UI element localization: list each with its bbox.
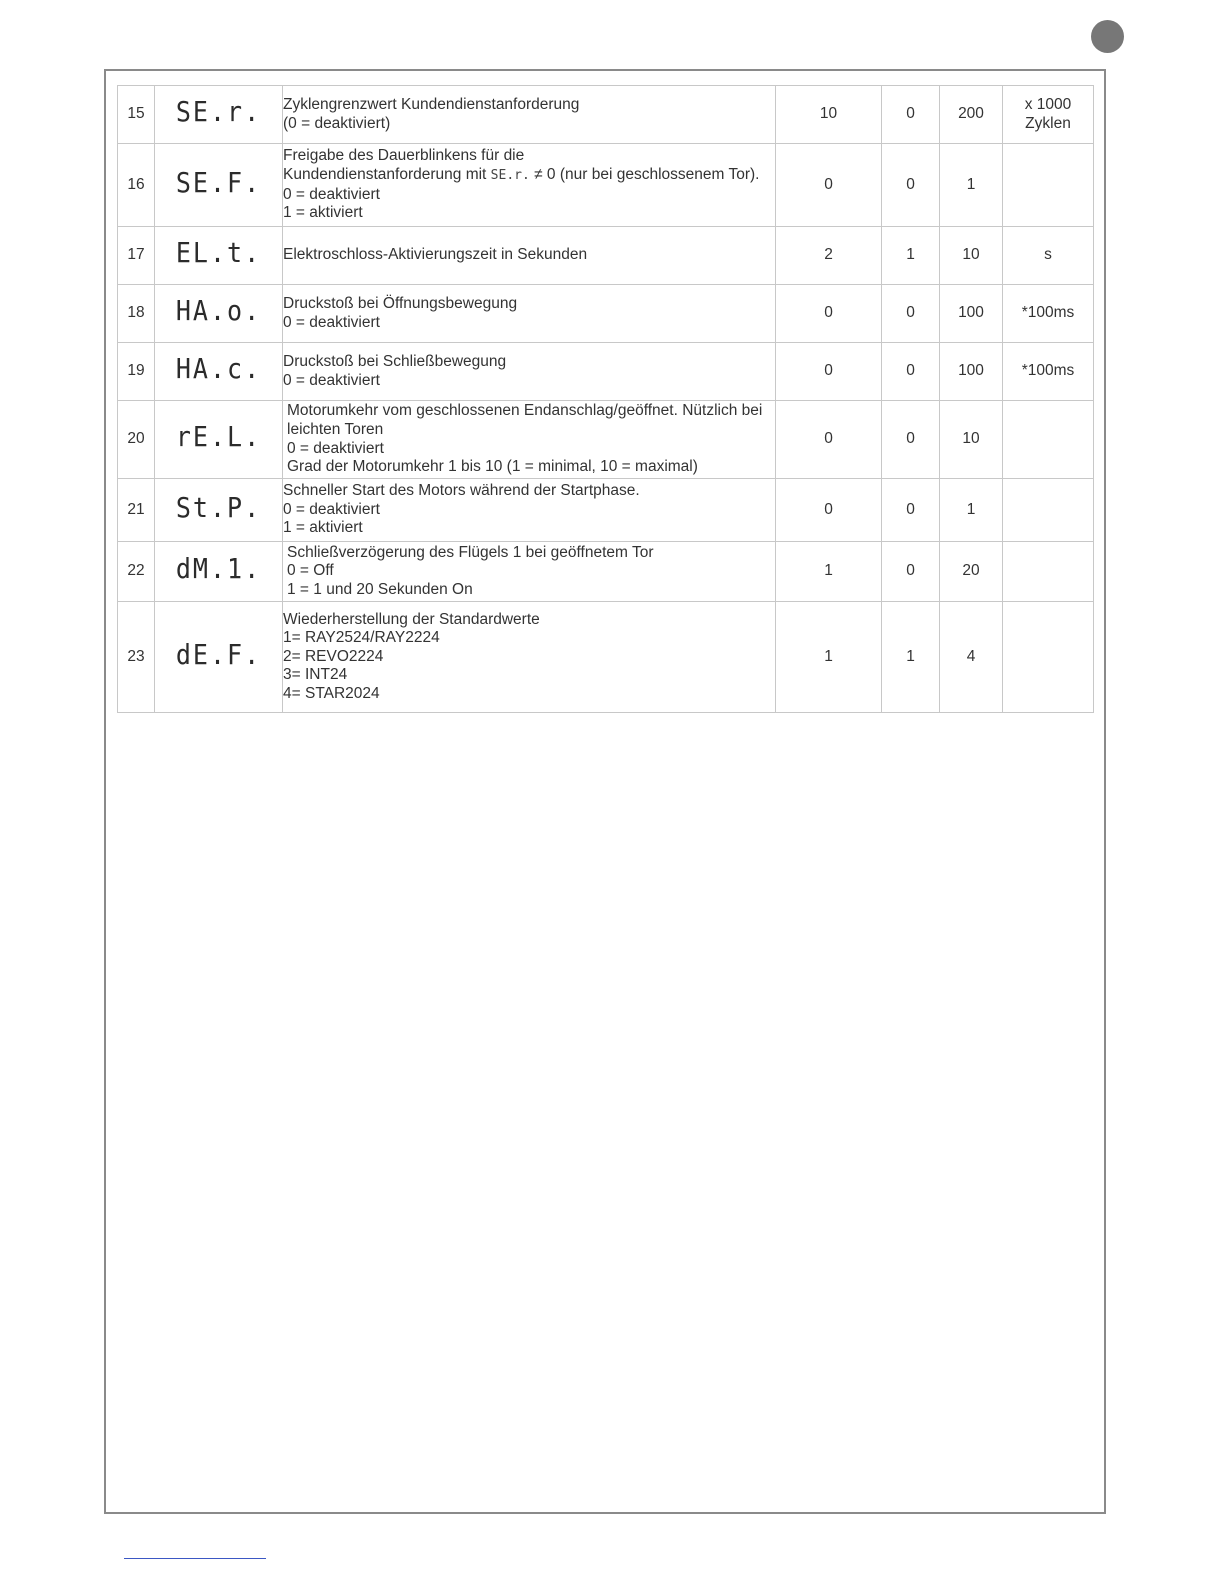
max-value: 20 (940, 542, 1003, 602)
param-description: Elektroschloss-Aktivierungszeit in Sekunden (283, 227, 776, 285)
min-value: 0 (882, 86, 940, 144)
param-number: 16 (118, 144, 155, 227)
min-value: 0 (882, 285, 940, 343)
param-description: Schließverzögerung des Flügels 1 bei geöffnetem Tor 0 = Off 1 = 1 und 20 Sekunden On (283, 542, 776, 602)
unit: s (1003, 227, 1094, 285)
table-row (118, 285, 1094, 343)
table-row (118, 401, 1094, 479)
display-code: rE.L. (175, 420, 262, 453)
param-description: Druckstoß bei Öffnungsbewegung 0 = deaktiviert (283, 285, 776, 343)
param-description: Schneller Start des Motors während der Startphase. 0 = deaktiviert 1 = aktiviert (283, 479, 776, 542)
display-code: SE.F. (175, 165, 262, 199)
default-value: 10 (776, 86, 882, 144)
param-number: 19 (118, 343, 155, 401)
max-value: 100 (940, 343, 1003, 401)
display-code: dM.1. (175, 552, 262, 585)
unit: *100ms (1003, 343, 1094, 401)
max-value: 4 (940, 602, 1003, 713)
param-number: 15 (118, 86, 155, 144)
display-code: EL.t. (175, 236, 262, 269)
footer-link-underline (124, 1558, 266, 1559)
param-number: 21 (118, 479, 155, 542)
table-row (118, 343, 1094, 401)
display-code: dE.F. (175, 637, 262, 671)
min-value: 0 (882, 401, 940, 479)
min-value: 0 (882, 343, 940, 401)
param-description: Zyklengrenzwert Kundendienstanforderung (0 = deaktiviert) (283, 86, 776, 144)
min-value: 1 (882, 602, 940, 713)
table-row (118, 86, 1094, 144)
default-value: 1 (776, 542, 882, 602)
unit (1003, 542, 1094, 602)
default-value: 0 (776, 479, 882, 542)
param-description: Motorumkehr vom geschlossenen Endanschlag/geöffnet. Nützlich bei leichten Toren 0 = deaktiviert Grad der Motorumkehr 1 bis 10 (1 = minimal, 10 = maximal) (283, 401, 776, 479)
unit (1003, 401, 1094, 479)
param-number: 18 (118, 285, 155, 343)
max-value: 10 (940, 401, 1003, 479)
unit (1003, 144, 1094, 227)
default-value: 2 (776, 227, 882, 285)
display-code: HA.o. (175, 294, 262, 327)
min-value: 0 (882, 542, 940, 602)
table-row (118, 542, 1094, 602)
min-value: 0 (882, 144, 940, 227)
max-value: 1 (940, 144, 1003, 227)
default-value: 0 (776, 285, 882, 343)
display-code: SE.r. (175, 95, 262, 128)
param-number: 23 (118, 602, 155, 713)
display-code: St.P. (175, 490, 262, 524)
page-number-dot (1091, 20, 1124, 53)
max-value: 100 (940, 285, 1003, 343)
table-row (118, 602, 1094, 713)
unit (1003, 602, 1094, 713)
default-value: 1 (776, 602, 882, 713)
max-value: 10 (940, 227, 1003, 285)
min-value: 0 (882, 479, 940, 542)
inline-display-code: SE.r. (490, 167, 530, 183)
parameter-table (117, 85, 1094, 713)
table-row (118, 227, 1094, 285)
unit: x 1000 Zyklen (1003, 86, 1094, 144)
unit: *100ms (1003, 285, 1094, 343)
max-value: 1 (940, 479, 1003, 542)
param-description: Druckstoß bei Schließbewegung 0 = deaktiviert (283, 343, 776, 401)
max-value: 200 (940, 86, 1003, 144)
default-value: 0 (776, 144, 882, 227)
table-row (118, 479, 1094, 542)
unit (1003, 479, 1094, 542)
min-value: 1 (882, 227, 940, 285)
default-value: 0 (776, 401, 882, 479)
param-description: Wiederherstellung der Standardwerte 1= RAY2524/RAY2224 2= REVO2224 3= INT24 4= STAR2024 (283, 602, 776, 713)
param-number: 20 (118, 401, 155, 479)
default-value: 0 (776, 343, 882, 401)
table-row (118, 144, 1094, 227)
param-description: Freigabe des Dauerblinkens für die Kundendienstanforderung mit SE.r. ≠ 0 (nur bei geschlossenem Tor). 0 = deaktiviert 1 = aktiviert (283, 144, 776, 227)
param-number: 22 (118, 542, 155, 602)
display-code: HA.c. (175, 352, 262, 385)
param-number: 17 (118, 227, 155, 285)
